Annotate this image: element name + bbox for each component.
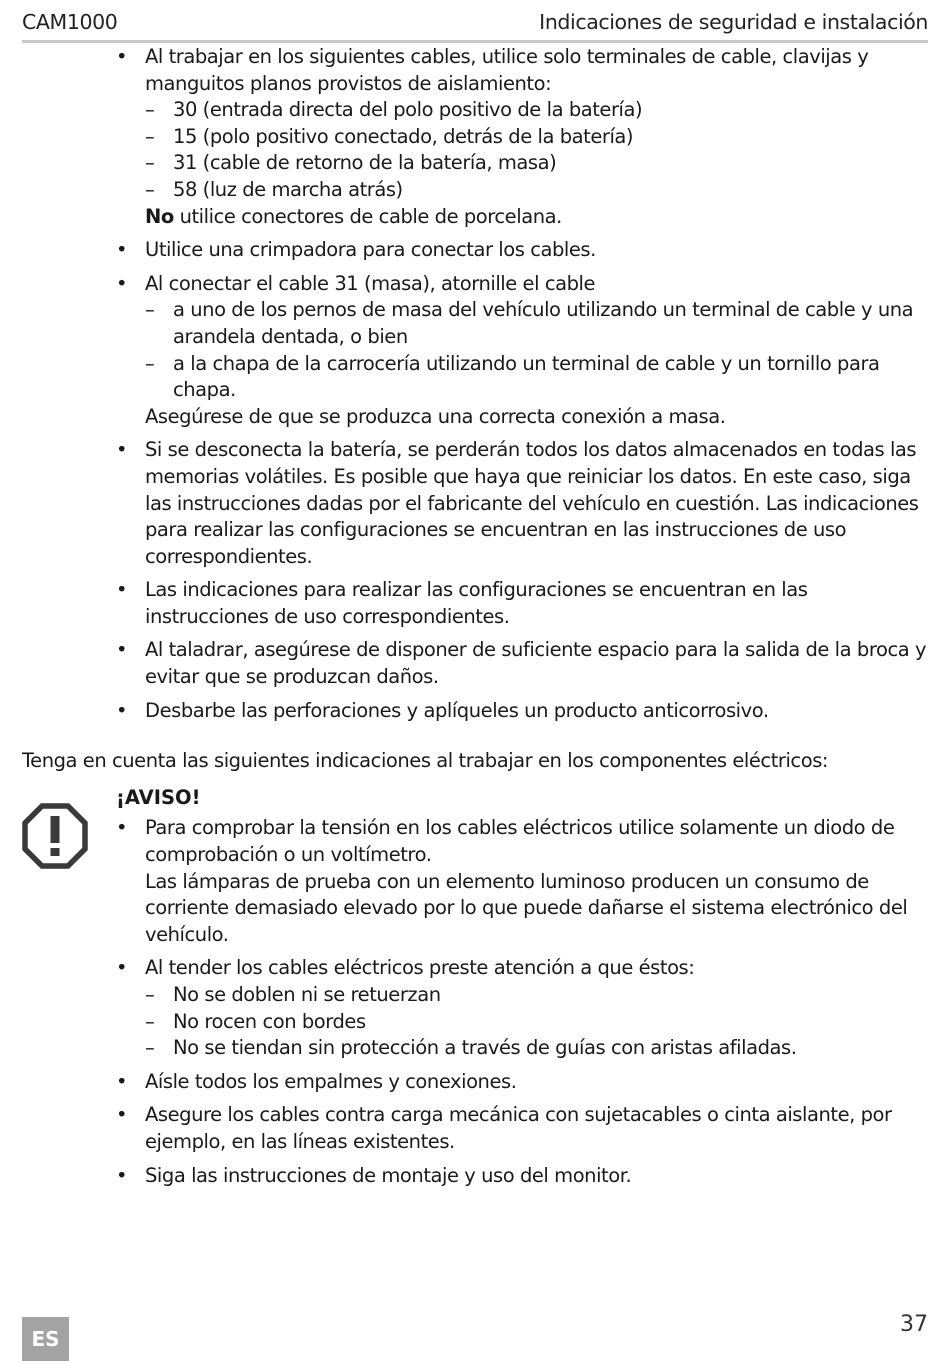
sub-list [145, 97, 930, 203]
list-item [22, 955, 930, 1061]
list-item-note: Asegúrese de que se produzca una correcta conexión a masa. [145, 404, 726, 428]
warning-list [22, 815, 930, 1189]
note-rest: utilice conectores de cable de porcelana. [173, 204, 562, 228]
page-content [22, 44, 930, 1196]
sub-list-item: – 58 (luz de marcha atrás) [145, 177, 930, 204]
list-item-text: Para comprobar la tensión en los cables eléctricos utilice solamente un diodo de comprobación o un voltímetro. [145, 816, 895, 867]
list-item [22, 698, 930, 725]
sub-list [145, 982, 930, 1062]
list-item-note: Las lámparas de prueba con un elemento luminoso producen un consumo de corriente demasiado elevado por lo que puede dañarse el sistema electrónico del vehículo. [145, 869, 908, 946]
list-item-text: Al taladrar, asegúrese de disponer de suficiente espacio para la salida de la broca y evitar que se produzcan daños. [145, 638, 927, 689]
warning-title: ¡AVISO! [116, 785, 201, 809]
warning-block [22, 785, 930, 1189]
sub-list [145, 297, 930, 403]
list-item [22, 237, 930, 264]
list-item-text: Al trabajar en los siguientes cables, utilice solo terminales de cable, clavijas y manguitos planos provistos de aislamiento: [145, 45, 869, 95]
page-header [22, 8, 928, 43]
language-badge: ES [22, 1317, 69, 1361]
list-item [22, 1102, 930, 1155]
page-number: 37 [900, 1312, 928, 1337]
header-product: CAM1000 [22, 10, 118, 34]
list-item [22, 271, 930, 431]
sub-list-item: – a uno de los pernos de masa del vehículo utilizando un terminal de cable y una arandela dentada, o bien [145, 297, 930, 350]
sub-list-item: – 30 (entrada directa del polo positivo de la batería) [145, 97, 930, 124]
list-item [22, 1163, 930, 1190]
list-item [22, 815, 930, 948]
sub-list-item: – No se doblen ni se retuerzan [145, 982, 930, 1009]
sub-list-item: – 15 (polo positivo conectado, detrás de la batería) [145, 124, 930, 151]
sub-list-item: – a la chapa de la carrocería utilizando un terminal de cable y un tornillo para chapa. [145, 351, 930, 404]
list-item-text: Las indicaciones para realizar las configuraciones se encuentran en las instrucciones de uso correspondientes. [145, 578, 808, 628]
list-item-text: Desbarbe las perforaciones y aplíqueles un producto anticorrosivo. [145, 698, 769, 722]
list-item-note [145, 204, 930, 231]
list-item-text: Al tender los cables eléctricos preste atención a que éstos: [145, 956, 695, 980]
list-item-text: Aísle todos los empalmes y conexiones. [145, 1069, 517, 1093]
list-item-text: Utilice una crimpadora para conectar los cables. [145, 238, 596, 262]
sub-list-item: – No rocen con bordes [145, 1009, 930, 1036]
sub-list-item: – No se tiendan sin protección a través de guías con aristas afiladas. [145, 1035, 930, 1062]
list-item [22, 44, 930, 230]
list-item [22, 637, 930, 690]
list-item [22, 1069, 930, 1096]
installation-list [22, 44, 930, 724]
list-item [22, 577, 930, 630]
header-section-title: Indicaciones de seguridad e instalación [539, 10, 928, 34]
list-item-text: Asegure los cables contra carga mecánica con sujetacables o cinta aislante, por ejemplo, en las líneas existentes. [145, 1103, 892, 1153]
note-bold: No [145, 204, 174, 228]
electrical-intro: Tenga en cuenta las siguientes indicaciones al trabajar en los componentes eléctricos: [22, 749, 829, 773]
list-item-text: Si se desconecta la batería, se perderán todos los datos almacenados en todas las memorias volátiles. Es posible que haya que reiniciar los datos. En este caso, siga las instrucciones dadas por el fabricante del vehículo en cuestión. Las indicaciones para realizar las configuraciones se encuentran en las instrucciones de uso correspondientes. [145, 438, 919, 568]
list-item [22, 437, 930, 570]
list-item-text: Al conectar el cable 31 (masa), atornille el cable [145, 271, 596, 295]
sub-list-item: – 31 (cable de retorno de la batería, masa) [145, 150, 930, 177]
list-item-text: Siga las instrucciones de montaje y uso del monitor. [145, 1163, 632, 1187]
